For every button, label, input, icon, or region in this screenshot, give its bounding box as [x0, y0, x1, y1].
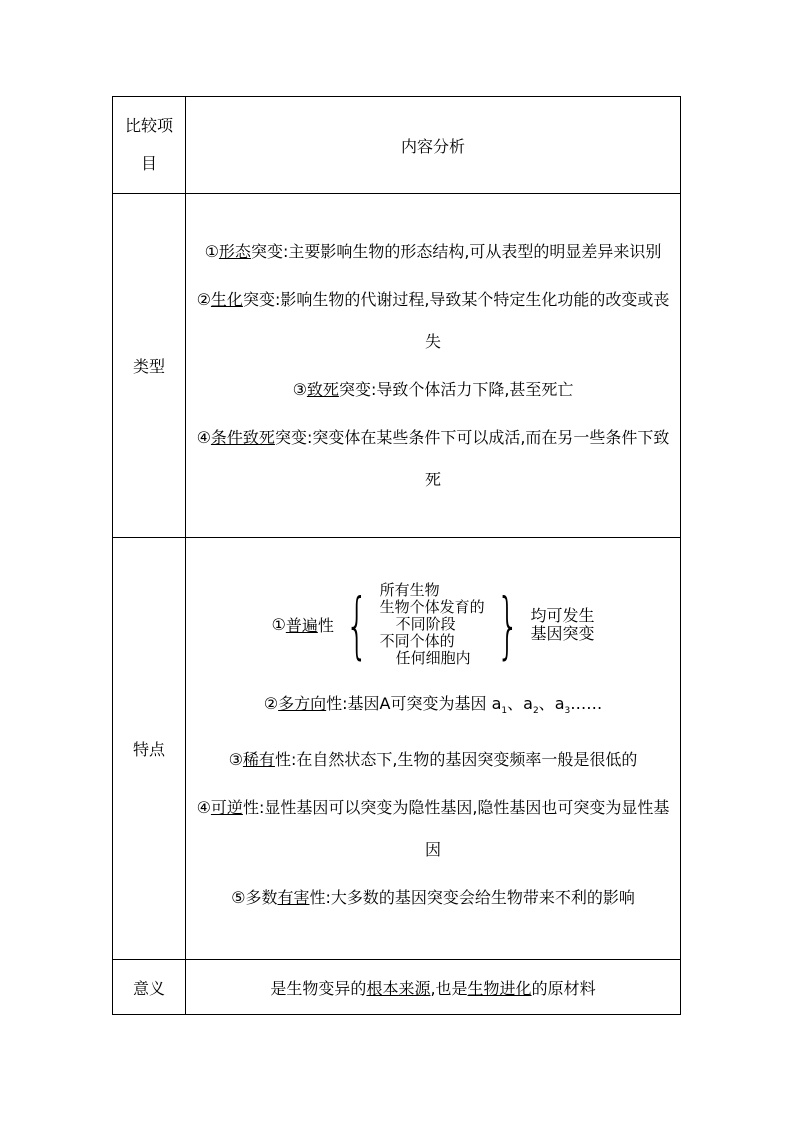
left-brace: {: [345, 582, 369, 667]
right-brace: }: [496, 582, 520, 667]
type-item-morphological: ①形态突变:主要影响生物的形态结构,可从表型的明显差异来识别: [204, 241, 662, 261]
meaning-label: 意义: [113, 960, 186, 1015]
feature-universality: ① 普遍 性 { 所有生物 生物个体发育的 不同阶段 不同个体的 任何细胞内 } 均可发生 基因突变: [271, 581, 595, 668]
features-label: 特点: [113, 538, 186, 960]
type-item-conditional-lethal: ④条件致死突变:突变体在某些条件下可以成活,而在另一些条件下致死: [196, 427, 670, 489]
header-content-analysis: 内容分析: [186, 97, 681, 194]
feature-harmfulness: ⑤多数有害性:大多数的基因突变会给生物带来不利的影响: [231, 887, 635, 907]
type-item-lethal: ③致死突变:导致个体活力下降,甚至死亡: [292, 379, 574, 399]
feature-rarity: ③稀有性:在自然状态下,生物的基因突变频率一般是很低的: [228, 749, 638, 769]
gene-mutation-table: [112, 96, 681, 1015]
features-row: [113, 538, 681, 960]
types-content: [186, 194, 681, 538]
feature-reversibility: ④可逆性:显性基因可以突变为隐性基因,隐性基因也可突变为显性基因: [196, 797, 670, 859]
meaning-content: 是生物变异的根本来源,也是生物进化的原材料: [186, 960, 681, 1015]
header-compare-item: 比较项目: [113, 97, 186, 194]
meaning-row: [113, 960, 681, 1015]
header-row: [113, 97, 681, 194]
feature-multidirectional: ②多方向性:基因A可突变为基因 $a_1$、$a_2$、$a_3\dots\dots$: [263, 694, 603, 717]
type-item-biochemical: ②生化突变:影响生物的代谢过程,导致某个特定生化功能的改变或丧失: [196, 289, 670, 351]
universality-result: 均可发生 基因突变: [530, 605, 595, 643]
universality-list: 所有生物 生物个体发育的 不同阶段 不同个体的 任何细胞内: [379, 581, 485, 668]
features-content: [186, 538, 681, 960]
types-label: 类型: [113, 194, 186, 538]
types-row: [113, 194, 681, 538]
